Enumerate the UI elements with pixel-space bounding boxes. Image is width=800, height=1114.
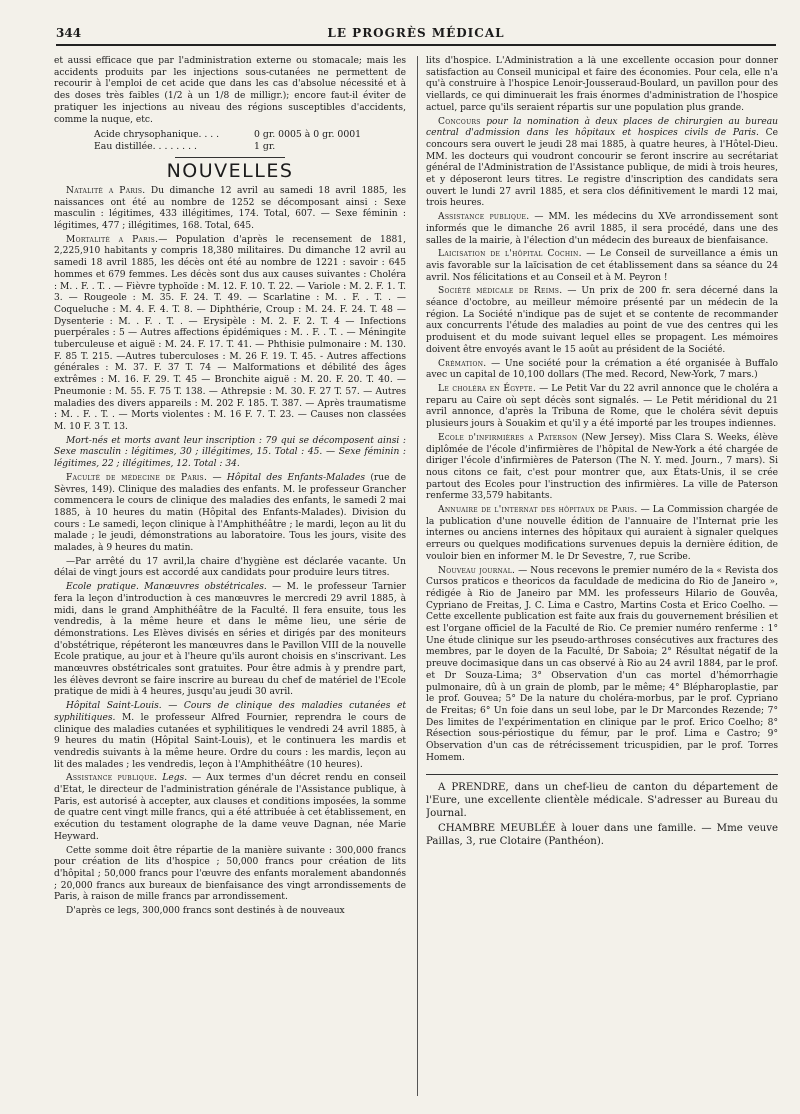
stlouis-italic: Hôpital Saint-Louis. — Cours de clinique des maladies cutanées et syphilitiques.	[54, 701, 406, 723]
formula	[94, 129, 406, 153]
laicisation-text: — Le Conseil de surveillance a émis un avis favorable sur la laïcisation de cet établissement dans sa séance du 24 avril. Nos félicitations et au Conseil et à M. Peyron !	[426, 249, 778, 283]
cremation-heading: Crémation.	[438, 358, 487, 369]
column-divider	[417, 56, 418, 1096]
laicisation-heading: Laicisation de l'hôpital Cochin.	[438, 249, 582, 260]
natalite-heading: Natalité a Paris.	[66, 185, 146, 196]
assistance-heading: Assistance publique.	[66, 773, 158, 784]
left-column	[54, 56, 406, 1100]
mortalite-paragraph	[54, 235, 406, 434]
ecole-infirmieres-heading: Ecole d'infirmières a Paterson	[438, 432, 578, 443]
page-header	[56, 24, 776, 46]
reims-paragraph	[426, 286, 778, 356]
apres-paragraph: D'après ce legs, 300,000 francs sont destinés à de nouveaux	[66, 906, 345, 917]
stlouis-paragraph	[54, 701, 406, 771]
reims-heading: Société médicale de Reims.	[438, 286, 563, 297]
stlouis-text: M. le professeur Alfred Fournier, reprendra le cours de clinique des maladies cutanées et syphilitiques le vendredi 24 avril 1885, à 9 heures du matin (Hôpital Saint-Louis), et le continuera les mardis et vendredis suivants à la même heure. Ordre du cours : les mardis, leçon au lit des malades ; les vendredis, leçon à l'Amphithéâtre (10 heures).	[54, 712, 406, 770]
advert-rule	[426, 774, 778, 775]
mortnes-paragraph	[54, 436, 406, 471]
journal-title: LE PROGRÈS MÉDICAL	[327, 26, 505, 40]
annuaire-heading: Annuaire de l'internat des hôpitaux de Paris.	[438, 505, 638, 516]
cremation-text: — Une société pour la crémation a été organisée à Buffalo avec un capital de 10,100 dollars (The med. Record, New-York, 7 mars.)	[426, 358, 778, 381]
arrete-paragraph: —Par arrêté du 17 avril,la chaire d'hygiène est déclarée vacante. Un délai de vingt jours est accordé aux candidats pour produire leurs titres.	[54, 556, 406, 579]
faculte-italic: — Hôpital des Enfants-Malades	[212, 472, 365, 483]
formula-row	[94, 141, 406, 153]
formula-value: 1 gr.	[254, 141, 276, 153]
ecole-infirmieres-text: (New Jersey). Miss Clara S. Weeks, élève diplômée de l'école d'infirmières de l'hôpital de New-York a été chargée de diriger l'école d'infirmières de Paterson (The N. Y. med. Journ., 7 mars). Si nous citons ce fait, c'est pour montrer que, aux États-Unis, il se crée partout des Ecoles pour l'instruction des infirmières. La ville de Paterson renferme 33,579 habitants.	[426, 432, 778, 502]
mortalite-text: — Population d'après le recensement de 1881, 2,225,910 habitants y compris 18,380 militaires. Du dimanche 12 avril au samedi 18 avril 1885, les décès ont été au nombre de 1221 : savoir : 645 hommes et 679 femmes. Les décès sont dus aux causes suivantes : Choléra : M. . F. . T. . — Fièvre typhoïde : M. 12. F. 10. T. 22. — Variole : M. 2. F. 1. T. 3. — Rougeole : M. 35. F. 24. T. 49. — Scarlatine : M. . F. . T. . — Coqueluche : M. 4. F. 4. T. 8. — Diphthérie, Croup : M. 24. F. 24. T. 48 — Dysenterie : M. . F. . T. . — Erysipèle : M. 2. F. 2. T. 4 — Infections puerpérales : 5 — Autres affections épidémiques : M. . F. . T. . — Méningite tuberculeuse et aiguë : M. 24. F. 17. T. 41. — Phthisie pulmonaire : M. 130. F. 85 T. 215. —Autres tuberculoses : M. 26 F. 19. T. 45. - Autres affections générales : M. 37. F. 37 T. 74 — Malformations et débilité des âges extrêmes : M. 16. F. 29. T. 45 — Bronchite aiguë : M. 20. F. 20. T. 40. — Pneumonie : M. 55. F. 75 T. 138. — Athrepsie : M. 30. F. 27 T. 57. — Autres maladies des divers appareils : M. 202 F. 185. T. 387. — Après traumatisme : M. . F. . T. . — Morts violentes : M. 16 F. 7. T. 23. — Causes non classées M. 10 F. 3 T. 13.	[54, 234, 406, 432]
concours-text: Ce concours sera ouvert le jeudi 28 mai 1885, à quatre heures, à l'Hôtel-Dieu. MM. les docteurs qui voudront concourir se feront inscrire au secrétariat général de l'Administration de l'Assistance publique, de midi à trois heures, et y déposeront leurs titres. Le registre d'inscription des candidats sera ouvert le lundi 27 avril 1885, et sera clos définitivement le mardi 12 mai, trois heures.	[426, 128, 778, 209]
natalite-text: Du dimanche 12 avril au samedi 18 avril 1885, les naissances ont été au nombre de 1252 se décomposant ainsi : Sexe masculin : légitimes, 433 illégitimes, 174. Total, 607. — Sexe féminin : légitimes, 477 ; illégitimes, 168. Total, 645.	[54, 185, 406, 232]
mortalite-heading: Mortalité a Paris.	[66, 234, 159, 245]
assistance-text: — Aux termes d'un décret rendu en conseil d'Etat, le directeur de l'administration générale de l'Assistance publique, à Paris, est autorisé à accepter, aux clauses et conditions imposées, la somme de quatre cent vingt mille francs, qui a été attribuée à cet établissement, en exécution du testament olographe de la dame veuve Dagnan, née Marie Heyward.	[54, 773, 406, 842]
faculte-text: (rue de Sèvres, 149). Clinique des maladies des enfants. M. le professeur Grancher commencera le cours de clinique des maladies des enfants, le samedi 2 mai 1885, à 10 heures du matin (Hôpital des Enfants-Malades). Division du cours : Le samedi, leçon clinique à l'Amphithéâtre ; le mardi, leçon au lit du malade ; le jeudi, démonstrations au laboratoire. Tous les jours, visite des malades, à 9 heures du matin.	[54, 472, 406, 554]
assistance2-heading: Assistance publique.	[438, 212, 530, 223]
ecole-infirmieres-paragraph	[426, 433, 778, 503]
assistance-paragraph	[54, 773, 406, 843]
intro-paragraph: et aussi efficace que par l'administration externe ou stomacale; mais les accidents produits par les injections sous-cutanées ne permettent de recourir à l'emploi de cet acide que dans les cas d'absolue nécessité et à des doses très faibles (1/2 à un 1/8 de milligr.); encore faut-il éviter de pratiquer les injections au niveau des régions susceptibles d'accidents, comme la nuque, etc.	[54, 56, 406, 125]
assistance-italic: Legs.	[162, 773, 188, 784]
assistance2-paragraph	[426, 212, 778, 247]
page-number: 344	[56, 26, 82, 40]
faculte-paragraph	[54, 473, 406, 555]
concours-italic: pour la nomination à deux places de chirurgien au bureau central d'admission dans les hôpitaux et hospices civils de Paris.	[426, 116, 778, 139]
formula-label: Eau distillée. . . . . . . .	[94, 141, 197, 153]
formula-value: 0 gr. 0005 à 0 gr. 0001	[254, 129, 362, 141]
nouveau-journal-text: — Nous recevons le premier numéro de la « Revista dos Cursos praticos e theoricos da faculdade de medicina do Rio de Janeiro », rédigée à Rio de Janeiro par MM. les professeurs Hilario de Gouvêa, Cypriano de Freitas, J. C. Lima e Castro, Martins Costa et Erico Coelho. — Cette excellente publication est faite aux frais du gouvernement brésilien et est l'organe officiel de la Faculté de Rio. Ce premier numéro renferme : 1° Une étude clinique sur les pseudo-arthroses consécutives aux fractures des membres, par le doyen de la Faculté, Dr Saboia; 2° Résultat négatif de la preuve docimasique dans un cas observé à Rio au 24 avril 1884, par le prof. et Dr Souza-Lima; 3° Observation d'un cas mortel d'hémorrhagie pulmonaire, dû à un grain de plomb, par le même; 4° Blépharoplastie, par le prof. Gouvea; 5° De la nature du choléra-morbus, par le prof. Cypriano de Freitas; 6° Un foie dans un seul lobe, par le Dr Marcondes Rezende; 7° Des limites de l'expérimentation en clinique par le prof. Erico Coelho; 8° Résection sous-périostique du fémur, par le prof. Lima e Castro; 9° Observation d'un cas de rétrécissement tricuspidien, par le prof. Torres Homem.	[426, 565, 778, 763]
right-column	[426, 56, 778, 1100]
formula-row	[94, 129, 406, 141]
faculte-heading: Faculté de médecine de Paris.	[66, 472, 208, 483]
advert-clientele: A PRENDRE, dans un chef-lieu de canton du département de l'Eure, une excellente clientèle médicale. S'adresser au Bureau du Journal.	[426, 782, 778, 820]
section-rule	[175, 157, 285, 158]
laicisation-paragraph	[426, 249, 778, 284]
advert-chambre: CHAMBRE MEUBLÉE à louer dans une famille. — Mme veuve Paillas, 3, rue Clotaire (Panthéon).	[426, 823, 778, 848]
cholera-heading: Le choléra en Égypte.	[438, 383, 537, 394]
nouveau-journal-heading: Nouveau journal.	[438, 565, 516, 576]
section-title: NOUVELLES	[166, 160, 294, 183]
somme-paragraph: Cette somme doit être répartie de la manière suivante : 300,000 francs pour création de lits d'hospice ; 50,000 francs pour création de lits d'hôpital ; 50,000 francs pour l'œuvre des enfants moralement abandonnés ; 20,000 francs aux bureaux de bienfaisance des vingt arrondissements de Paris, à raison de mille francs par arrondissement.	[54, 845, 406, 903]
cholera-paragraph	[426, 384, 778, 431]
mortnes-text: Mort-nés et morts avant leur inscription : 79 qui se décomposent ainsi : Sexe masculin : légitimes, 30 ; illégitimes, 15. Total : 45. — Sexe féminin : légitimes, 22 ; illégitimes, 12. Total : 34.	[54, 435, 406, 470]
cremation-paragraph	[426, 359, 778, 382]
reims-text: — Un prix de 200 fr. sera décerné dans la séance d'octobre, au meilleur mémoire présenté par un médecin de la région. La Société n'indique pas de sujet et se contente de recommander aux concurrents l'étude des maladies au point de vue des centres qui les produisent et du mode suivant lequel elles se propagent. Les mémoires doivent être envoyés avant le 15 août au président de la Société.	[426, 286, 778, 355]
concours-heading: Concours	[438, 116, 481, 127]
ecole-text: — M. le professeur Tarnier fera la leçon d'introduction à ces manœuvres le mercredi 29 avril 1885, à midi, dans le grand Amphithéâtre de la Faculté. Il fera ensuite, tous les vendredis, à la même heure et dans le même lieu, une série de démonstrations. Les Elèves divisés en séries et dirigés par des moniteurs d'obstétrique, répéteront les manœuvres dans le Pavillon VIII de la nouvelle Ecole pratique, au jour et à l'heure qu'ils auront choisis en s'inscrivant. Les manœuvres obstétricales sont gratuites. Pour être admis à y prendre part, les élèves devront se faire inscrire au bureau du chef de matériel de l'Ecole pratique de midi à 4 heures, jusqu'au jeudi 30 avril.	[54, 582, 406, 698]
assistance2-text: — MM. les médecins du XVe arrondissement sont informés que le dimanche 26 avril 1885, il sera procédé, dans une des salles de la mairie, à l'élection d'un médecin des bureaux de bienfaisance.	[426, 212, 778, 246]
cholera-text: — Le Petit Var du 22 avril annonce que le choléra a reparu au Caire où sept décès sont signalés. — Le Petit méridional du 21 avril annonce, d'après la Tribuna de Rome, que le choléra sévit depuis plusieurs jours à Souakim et qu'il y a été importé par les troupes indiennes.	[426, 383, 778, 430]
natalite-paragraph	[54, 186, 406, 233]
annuaire-text: — La Commission chargée de la publication d'une nouvelle édition de l'annuaire de l'Internat prie les internes ou anciens internes des hôpitaux qui auraient à signaler quelques erreurs ou quelques modifications survenues depuis la dernière édition, de vouloir bien en informer M. le Dr Sevestre, 7, rue Scribe.	[426, 505, 778, 562]
concours-paragraph	[426, 117, 778, 211]
nouveau-journal-paragraph	[426, 566, 778, 765]
annuaire-paragraph	[426, 505, 778, 564]
continuation-paragraph: lits d'hospice. L'Administration a là une excellente occasion pour donner satisfaction au Conseil municipal et faire des économies. Pour cela, elle n'a qu'à construire à l'hospice Lenoir-Jousseraud-Boulard, un pavillon pour des viellards, ce qui diminuerait les frais énormes d'administration de l'hospice actuel, parce qu'ils seraient répartis sur une population plus grande.	[426, 56, 778, 113]
ecole-paragraph	[54, 582, 406, 699]
ecole-italic: Ecole pratique. Manœuvres obstétricales.	[66, 582, 267, 593]
formula-label: Acide chrysophanique. . . .	[94, 129, 220, 141]
